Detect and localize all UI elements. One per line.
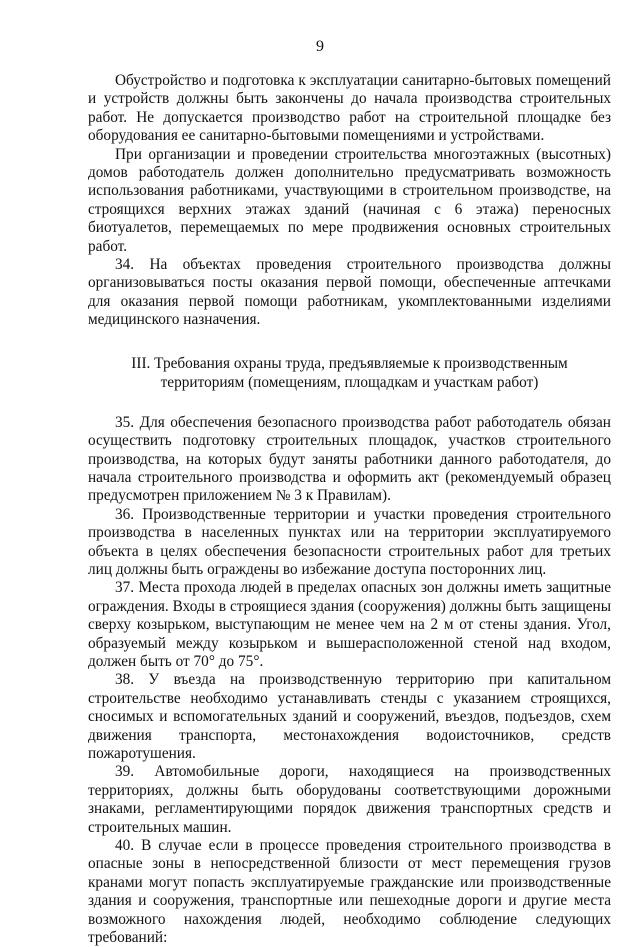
section-heading-line-2: территориям (помещениям, площадкам и участкам работ) <box>160 373 539 391</box>
section-heading-line-1: III. Требования охраны труда, предъявляемые к производственным <box>131 354 568 372</box>
document-body <box>88 72 611 947</box>
paragraph-36: 36. Производственные территории и участки проведения строительного производства в населенных пунктах или на территории эксплуатируемого объекта в целях обеспечения безопасности строительных работ для третьих лиц должны быть ограждены во избежание доступа посторонних лиц. <box>88 505 611 578</box>
page-number: 9 <box>316 38 324 55</box>
paragraph-high-rise-biotoilets: При организации и проведении строительства многоэтажных (высотных) домов работодатель должен дополнительно предусматривать возможность использования работниками, участвующими в строительном производстве, на строящихся верхних этажах зданий (начиная с 6 этажа) переносных биотуалетов, перемещаемых по мере продвижения основных строительных работ. <box>88 145 611 255</box>
paragraph-35: 35. Для обеспечения безопасного производства работ работодатель обязан осуществить подготовку строительных площадок, участков строительного производства, на которых будут заняты работники данного работодателя, до начала строительного производства и оформить акт (рекомендуемый образец предусмотрен приложением № 3 к Правилам). <box>88 413 611 505</box>
paragraph-38: 38. У въезда на производственную территорию при капитальном строительстве необходимо устанавливать стенды с указанием строящихся, сносимых и вспомогательных зданий и сооружений, въездов, подъездов, схем движения транспорта, местонахождения водоисточников, средств пожаротушения. <box>88 671 611 762</box>
paragraph-34: 34. На объектах проведения строительного производства должны организовываться посты оказания первой помощи, обеспеченные аптечками для оказания первой помощи работникам, укомплектованными изделиями медицинского назначения. <box>88 256 611 329</box>
section-heading-iii <box>102 354 597 392</box>
paragraph-37: 37. Места прохода людей в пределах опасных зон должны иметь защитные ограждения. Входы в строящиеся здания (сооружения) должны быть защищены сверху козырьком, выступающим не менее чем на 2 м от стены здания. Угол, образуемый между козырьком и вышерасположенной стеной над входом, должен быть от 70° до 75°. <box>88 579 611 670</box>
paragraph-sanitary-facilities: Обустройство и подготовка к эксплуатации санитарно-бытовых помещений и устройств должны быть закончены до начала производства строительных работ. Не допускается производство работ на строительной площадке без оборудования ее санитарно-бытовыми помещениями и устройствами. <box>88 72 611 145</box>
paragraph-39: 39. Автомобильные дороги, находящиеся на производственных территориях, должны быть оборудованы соответствующими дорожными знаками, регламентирующими порядок движения транспортных средств и строительных машин. <box>88 763 611 836</box>
paragraph-40: 40. В случае если в процессе проведения строительного производства в опасные зоны в непосредственной близости от мест перемещения грузов кранами могут попасть эксплуатируемые гражданские или производственные здания и сооружения, транспортные или пешеходные дороги и другие места возможного нахождения людей, необходимо соблюдение следующих требований: <box>88 837 611 947</box>
